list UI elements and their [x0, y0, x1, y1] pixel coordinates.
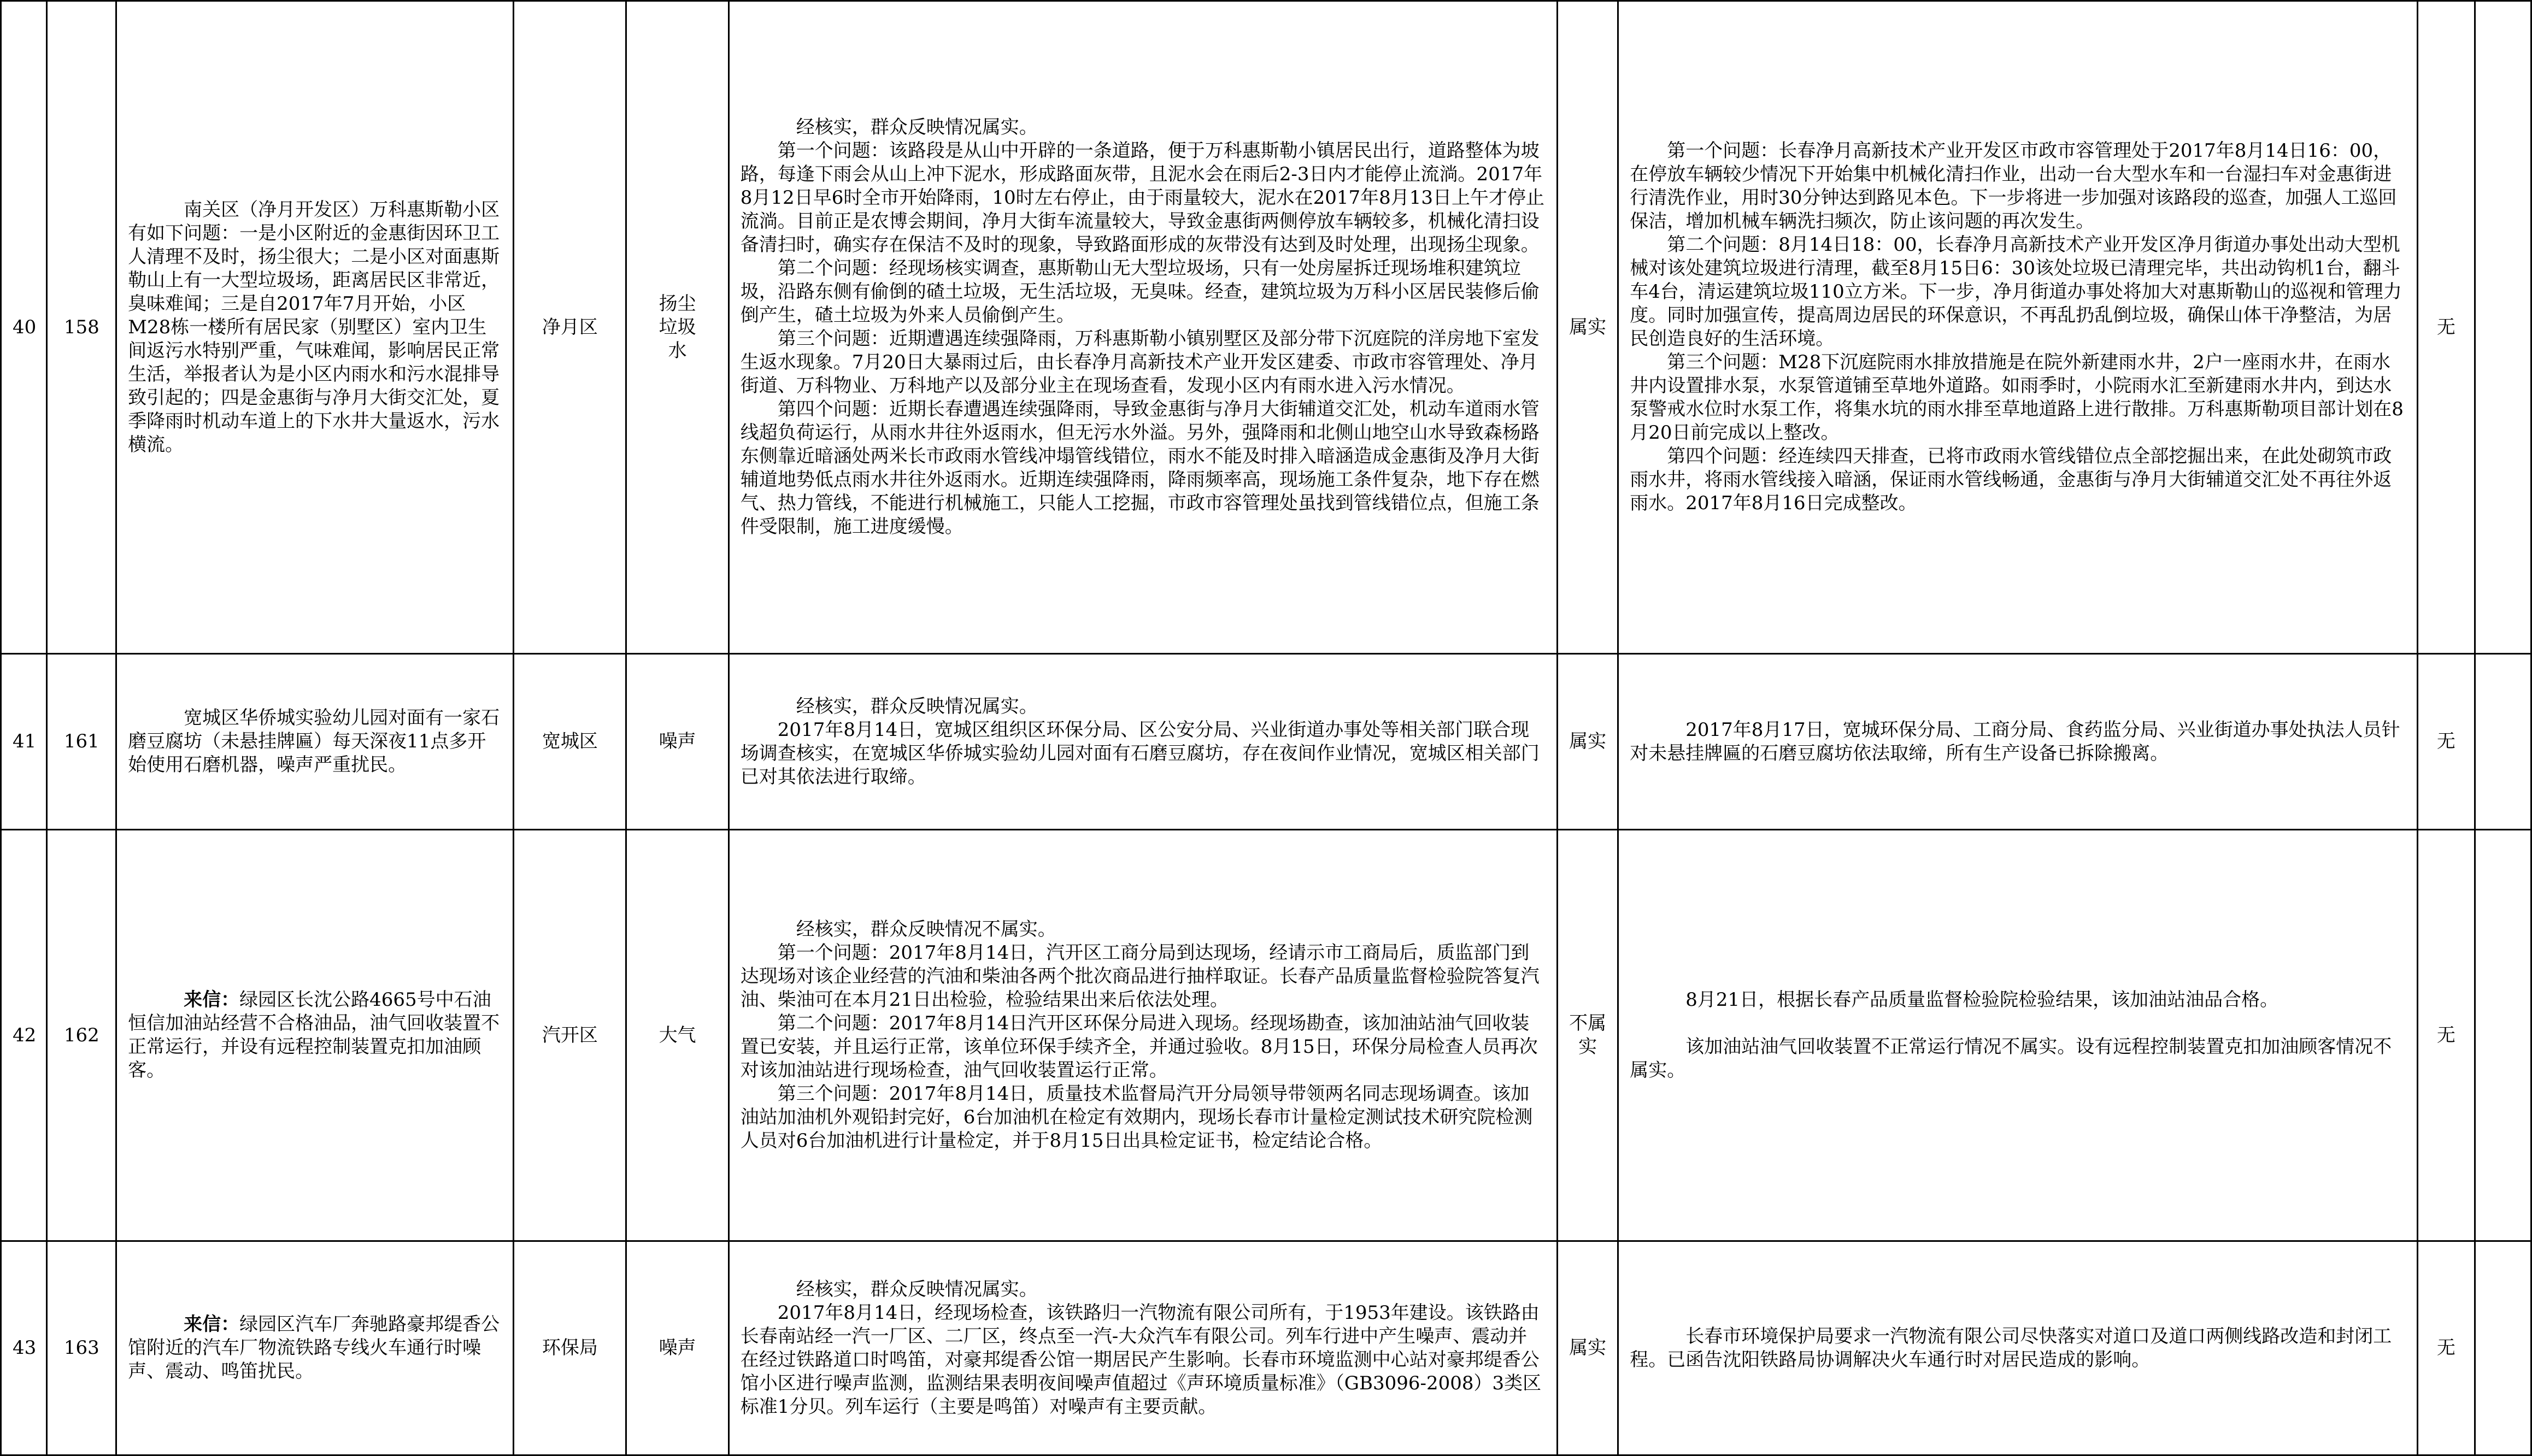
category-text: 扬尘 垃圾 水: [659, 292, 696, 362]
seq-cell: 42: [1, 830, 47, 1241]
case-id-cell: 162: [47, 830, 116, 1241]
complaint-summary-cell: [116, 654, 514, 830]
result-paragraph: 第一个问题：长春净月高新技术产业开发区市政市容管理处于2017年8月14日16：00，在停放车辆较少情况下开始集中机械化清扫作业，出动一台大型水车和一台湿扫车对金惠街进行清洗作业，用时30分钟达到路见本色。下一步将进一步加强对该路段的巡查，加强人工巡回保洁，增加机械车辆洗扫频次，防止该问题的再次发生。: [1630, 140, 2397, 232]
category-cell: [626, 1, 729, 654]
case-id-cell: 163: [47, 1241, 116, 1455]
category-cell: 大气: [626, 830, 729, 1241]
result-paragraph: 8月21日，根据长春产品质量监督检验院检验结果，该加油站油品合格。: [1685, 989, 2279, 1011]
table-row: [1, 1241, 2531, 1455]
verification-cell: [729, 830, 1557, 1241]
status-cell: 属实: [1558, 654, 1618, 830]
district-cell: 环保局: [514, 1241, 626, 1455]
category-cell: 噪声: [626, 654, 729, 830]
status-text: 不属 实: [1569, 1012, 1607, 1058]
complaint-summary-cell: [116, 1, 514, 654]
verification-paragraph: 第二个问题：经现场核实调查，惠斯勒山无大型垃圾场，只有一处房屋拆迁现场堆积建筑垃圾，沿路东侧有偷倒的碴土垃圾，无生活垃圾，无臭味。经查，建筑垃圾为万科小区居民装修后偷倒产生，碴土垃圾为外来人员偷倒产生。: [740, 257, 1540, 326]
complaint-summary-text: [128, 988, 502, 1082]
verification-paragraph: 经核实，群众反映情况不属实。: [796, 918, 1056, 940]
result-paragraph: 第四个问题：经连续四天排查，已将市政雨水管线错位点全部挖掘出来，在此处砌筑市政雨水井，将雨水管线接入暗涵，保证雨水管线畅通，金惠街与净月大街辅道交汇处不再往外返雨水。2017年8月16日完成整改。: [1630, 445, 2392, 514]
result-paragraph: 第二个问题：8月14日18：00，长春净月高新技术产业开发区净月街道办事处出动大型机械对该处建筑垃圾进行清理，截至8月15日6：30该处垃圾已清理完毕，共出动钩机1台，翻斗车4台，清运建筑垃圾110立方米。下一步，净月街道办事处将加大对惠斯勒山的巡视和管理力度。同时加强宣传，提高周边居民的环保意识，不再乱扔乱倒垃圾，确保山体干净整洁，为居民创造良好的生活环境。: [1630, 234, 2402, 350]
empty-cell: [2475, 1241, 2531, 1455]
accountability-cell: 无: [2417, 1241, 2475, 1455]
letter-label: 来信：: [184, 989, 240, 1011]
status-cell: [1558, 830, 1618, 1241]
result-paragraph: 2017年8月17日，宽城环保分局、工商分局、食药监分局、兴业街道办事处执法人员针对未悬挂牌匾的石磨豆腐坊依法取缔，所有生产设备已拆除搬离。: [1630, 718, 2400, 764]
accountability-cell: 无: [2417, 830, 2475, 1241]
verification-paragraph: 第一个问题：2017年8月14日，汽开区工商分局到达现场，经请示市工商局后，质监部门到达现场对该企业经营的汽油和柴油各两个批次商品进行抽样取证。长春产品质量监督检验院答复汽油、柴油可在本月21日出检验，检验结果出来后依法处理。: [740, 942, 1540, 1011]
result-cell: [1618, 830, 2418, 1241]
complaint-summary-cell: [116, 1241, 514, 1455]
verification-cell: [729, 1, 1557, 654]
case-id-cell: 161: [47, 654, 116, 830]
case-id-cell: 158: [47, 1, 116, 654]
complaint-summary-text: [128, 1313, 502, 1383]
status-cell: 属实: [1558, 1241, 1618, 1455]
seq-cell: 43: [1, 1241, 47, 1455]
verification-paragraph: 经核实，群众反映情况属实。: [796, 116, 1038, 138]
district-cell: 宽城区: [514, 654, 626, 830]
verification-paragraph: 2017年8月14日，经现场检查，该铁路归一汽物流有限公司所有，于1953年建设。该铁路由长春南站经一汽一厂区、二厂区，终点至一汽-大众汽车有限公司。列车行进中产生噪声、震动并在经过铁路道口时鸣笛，对豪邦缇香公馆一期居民产生影响。长春市环境监测中心站对豪邦缇香公馆小区进行噪声监测，监测结果表明夜间噪声值超过《声环境质量标准》（GB3096-2008）3类区标准1分贝。列车运行（主要是鸣笛）对噪声有主要贡献。: [740, 1301, 1542, 1418]
complaint-summary-body: 绿园区长沈公路4665号中石油恒信加油站经营不合格油品，油气回收装置不正常运行，并设有远程控制装置克扣加油顾客。: [128, 989, 500, 1081]
complaint-summary-body: 绿园区汽车厂奔驰路豪邦缇香公馆附近的汽车厂物流铁路专线火车通行时噪声、震动、鸣笛扰民。: [128, 1313, 500, 1382]
seq-cell: 41: [1, 654, 47, 830]
accountability-cell: 无: [2417, 1, 2475, 654]
result-cell: [1618, 654, 2418, 830]
complaint-summary-cell: [116, 830, 514, 1241]
category-cell: 噪声: [626, 1241, 729, 1455]
table-row: [1, 830, 2531, 1241]
result-cell: [1618, 1241, 2418, 1455]
accountability-cell: 无: [2417, 654, 2475, 830]
result-paragraph: 该加油站油气回收装置不正常运行情况不属实。设有远程控制装置克扣加油顾客情况不属实。: [1630, 1036, 2392, 1081]
verification-paragraph: 经核实，群众反映情况属实。: [796, 1278, 1038, 1300]
empty-cell: [2475, 654, 2531, 830]
seq-cell: 40: [1, 1, 47, 654]
verification-paragraph: 第一个问题：该路段是从山中开辟的一条道路，便于万科惠斯勒小镇居民出行，道路整体为坡路，每逢下雨会从山上冲下泥水，形成路面灰带，且泥水会在雨后2-3日内才能停止流淌。2017年8月12日早6时全市开始降雨，10时左右停止，由于雨量较大，泥水在2017年8月13日上午才停止流淌。目前正是农博会期间，净月大街车流量较大，导致金惠街两侧停放车辆较多，机械化清扫设备清扫时，确实存在保洁不及时的现象，导致路面形成的灰带没有达到及时处理，出现扬尘现象。: [740, 140, 1545, 256]
empty-cell: [2475, 1, 2531, 654]
complaint-summary-text: 南关区（净月开发区）万科惠斯勒小区有如下问题：一是小区附近的金惠街因环卫工人清理不及时，扬尘很大；二是小区对面惠斯勒山上有一大型垃圾场，距离居民区非常近，臭味难闻；三是自2017年7月开始，小区M28栋一楼所有居民家（别墅区）室内卫生间返污水特别严重，气味难闻，影响居民正常生活，举报者认为是小区内雨水和污水混排导致引起的；四是金惠街与净月大街交汇处，夏季降雨时机动车道上的下水井大量返水，污水横流。: [128, 198, 500, 456]
verification-cell: [729, 1241, 1557, 1455]
verification-paragraph: 第二个问题：2017年8月14日汽开区环保分局进入现场。经现场勘查，该加油站油气回收装置已安装，并且运行正常，该单位环保手续齐全，并通过验收。8月15日，环保分局检查人员再次对该加油站进行现场检查，油气回收装置运行正常。: [740, 1012, 1538, 1081]
verification-paragraph: 2017年8月14日，宽城区组织区环保分局、区公安分局、兴业街道办事处等相关部门联合现场调查核实，在宽城区华侨城实验幼儿园对面有石磨豆腐坊，存在夜间作业情况，宽城区相关部门已对其依法进行取缔。: [740, 718, 1540, 788]
verification-cell: [729, 654, 1557, 830]
complaint-summary-text: 宽城区华侨城实验幼儿园对面有一家石磨豆腐坊（未悬挂牌匾）每天深夜11点多开始使用石磨机器，噪声严重扰民。: [128, 707, 500, 776]
status-cell: 属实: [1558, 1, 1618, 654]
table-row: [1, 1, 2531, 654]
verification-paragraph: 第四个问题：近期长春遭遇连续强降雨，导致金惠街与净月大街辅道交汇处，机动车道雨水管线超负荷运行，从雨水井往外返雨水，但无污水外溢。另外，强降雨和北侧山地空山水导致森杨路东侧靠近暗涵处两米长市政雨水管线冲塌管线错位，雨水不能及时排入暗涵造成金惠街及净月大街辅道地势低点雨水井往外返雨水。近期连续强降雨，降雨频率高，现场施工条件复杂，地下存在燃气、热力管线，不能进行机械施工，只能人工挖掘，市政市容管理处虽找到管线错位点，但施工条件受限制，施工进度缓慢。: [740, 398, 1540, 538]
table-row: [1, 654, 2531, 830]
empty-cell: [2475, 830, 2531, 1241]
result-paragraph: 第三个问题：M28下沉庭院雨水排放措施是在院外新建雨水井，2户一座雨水井，在雨水井内设置排水泵，水泵管道铺至草地外道路。如雨季时，小院雨水汇至新建雨水井内，到达水泵警戒水位时水泵工作，将集水坑的雨水排至草地道路上进行散排。万科惠斯勒项目部计划在8月20日前完成以上整改。: [1630, 351, 2404, 444]
result-cell: [1618, 1, 2418, 654]
district-cell: 净月区: [514, 1, 626, 654]
result-paragraph: 长春市环境保护局要求一汽物流有限公司尽快落实对道口及道口两侧线路改造和封闭工程。已函告沈阳铁路局协调解决火车通行时对居民造成的影响。: [1630, 1325, 2392, 1371]
district-cell: 汽开区: [514, 830, 626, 1241]
letter-label: 来信：: [184, 1313, 240, 1335]
verification-paragraph: 经核实，群众反映情况属实。: [796, 695, 1038, 717]
verification-paragraph: 第三个问题：2017年8月14日，质量技术监督局汽开分局领导带领两名同志现场调查。该加油站加油机外观铅封完好，6台加油机在检定有效期内，现场长春市计量检定测试技术研究院检测人员对6台加油机进行计量检定，并于8月15日出具检定证书，检定结论合格。: [740, 1083, 1533, 1152]
verification-paragraph: 第三个问题：近期遭遇连续强降雨，万科惠斯勒小镇别墅区及部分带下沉庭院的洋房地下室发生返水现象。7月20日大暴雨过后，由长春净月高新技术产业开发区建委、市政市容管理处、净月街道、万科物业、万科地产以及部分业主在现场查看，发现小区内有雨水进入污水情况。: [740, 328, 1540, 397]
